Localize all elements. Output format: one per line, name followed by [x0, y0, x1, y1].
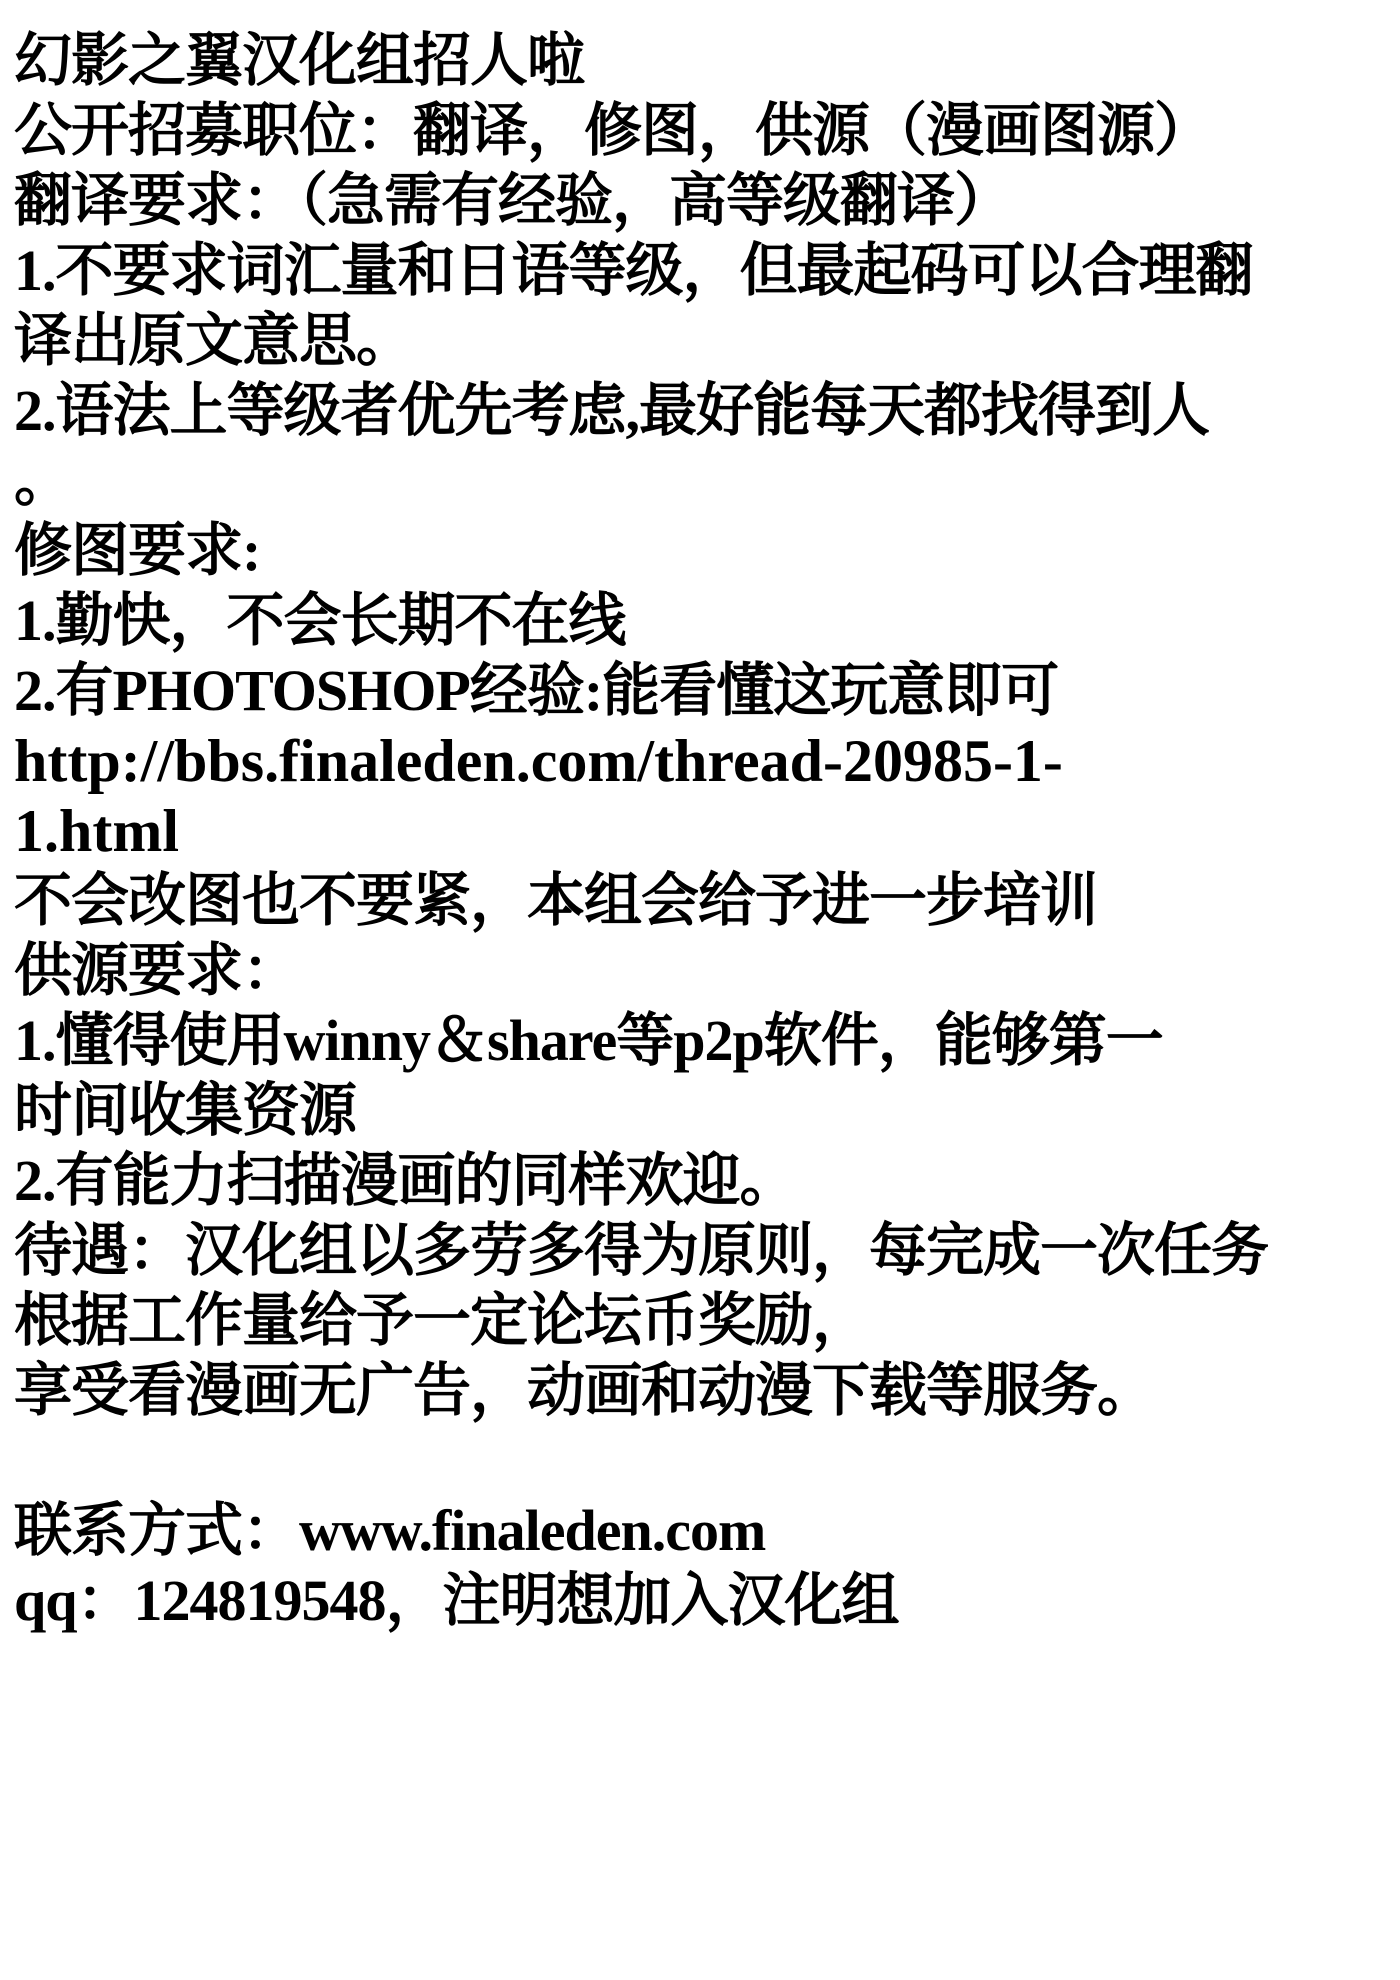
translator-requirements-heading: 翻译要求：（急需有经验，高等级翻译） — [14, 168, 1012, 233]
retouch-requirement-1: 1.勤快，不会长期不在线 — [14, 588, 626, 653]
retouch-requirements-heading: 修图要求: — [14, 518, 261, 583]
translator-requirement-2: 2.语法上等级者优先考虑,最好能每天都找得到人 — [14, 378, 1210, 443]
compensation-line-2: 根据工作量给予一定论坛币奖励， — [14, 1288, 870, 1353]
compensation-line-3: 享受看漫画无广告，动画和动漫下载等服务。 — [14, 1358, 1155, 1423]
positions-line: 公开招募职位：翻译，修图，供源（漫画图源） — [14, 98, 1212, 163]
source-requirements-heading: 供源要求： — [14, 938, 300, 1003]
source-requirement-2: 2.有能力扫描漫画的同样欢迎。 — [14, 1148, 797, 1213]
page-title: 幻影之翼汉化组招人啦 — [14, 28, 585, 93]
retouch-requirement-2: 2.有PHOTOSHOP经验:能看懂这玩意即可 — [14, 658, 1059, 723]
source-requirement-1-part1: 1.懂得使用winny＆share等p2p软件，能够第一 — [14, 1008, 1163, 1073]
wrapped-period-line: 。 — [14, 448, 72, 513]
sample-url-line-2: 1.html — [14, 798, 179, 864]
compensation-line-1: 待遇：汉化组以多劳多得为原则，每完成一次任务 — [14, 1218, 1269, 1283]
contact-website-line: 联系方式：www.finaleden.com — [14, 1498, 766, 1563]
source-requirement-1-part2: 时间收集资源 — [14, 1078, 357, 1143]
sample-url-line-1: http://bbs.finaleden.com/thread-20985-1- — [14, 728, 1063, 794]
retouch-training-note: 不会改图也不要紧，本组会给予进一步培训 — [14, 868, 1098, 933]
translator-requirement-1-part2: 译出原文意思。 — [14, 308, 414, 373]
blank-line — [14, 1426, 1394, 1496]
translator-requirement-1-part1: 1.不要求词汇量和日语等级，但最起码可以合理翻 — [14, 238, 1253, 303]
contact-qq-line: qq：124819548，注明想加入汉化组 — [14, 1568, 899, 1633]
